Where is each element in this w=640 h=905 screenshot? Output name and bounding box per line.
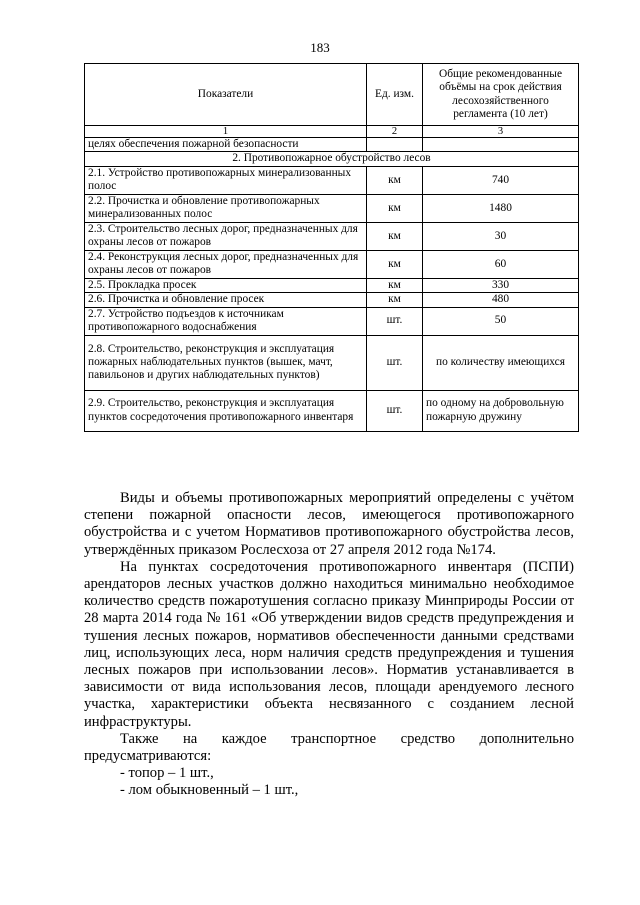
row-unit: шт.: [367, 307, 423, 335]
continuation-text: целях обеспечения пожарной безопасности: [85, 138, 367, 152]
section-title: 2. Противопожарное обустройство лесов: [85, 152, 579, 166]
list-item: - топор – 1 шт.,: [120, 765, 214, 782]
row-name: 2.6. Прочистка и обновление просек: [85, 293, 367, 307]
table-header-row: [85, 64, 579, 126]
row-value: 740: [423, 166, 579, 194]
table-row: [85, 194, 579, 222]
column-number: 2: [367, 126, 423, 138]
row-unit: км: [367, 194, 423, 222]
column-number-row: [85, 126, 579, 138]
paragraph: Виды и объемы противопожарных мероприятий определены с учётом степени пожарной опасности лесов, имеющегося противопожарного обустройства и с учетом Нормативов противопожарного обустройства лесов, утверждённых приказом Рослесхоза от 27 апреля 2012 года №174.: [84, 490, 574, 558]
row-value: 60: [423, 250, 579, 278]
list-item: - лом обыкновенный – 1 шт.,: [120, 782, 299, 799]
body-text: [84, 490, 574, 800]
row-name: 2.8. Строительство, реконструкция и эксплуатация пожарных наблюдательных пунктов (вышек, мачт, павильонов и других наблюдательных пунктов): [85, 335, 367, 390]
table-row: [85, 390, 579, 431]
table-row: [85, 166, 579, 194]
column-number: 3: [423, 126, 579, 138]
table-row: [85, 293, 579, 307]
row-unit: км: [367, 166, 423, 194]
row-value: 480: [423, 293, 579, 307]
fire-protection-table: [84, 63, 579, 432]
row-unit: км: [367, 278, 423, 292]
table-row: [85, 307, 579, 335]
table-row: [85, 250, 579, 278]
paragraph: Также на каждое транспортное средство дополнительно предусматриваются:: [84, 730, 574, 765]
row-unit: км: [367, 222, 423, 250]
table-row: [85, 222, 579, 250]
row-unit: шт.: [367, 335, 423, 390]
row-name: 2.5. Прокладка просек: [85, 278, 367, 292]
row-name: 2.9. Строительство, реконструкция и эксплуатация пунктов сосредоточения противопожарного инвентаря: [85, 390, 367, 431]
continuation-row: [85, 138, 579, 152]
row-name: 2.4. Реконструкция лесных дорог, предназначенных для охраны лесов от пожаров: [85, 250, 367, 278]
header-volume: Общие рекомендованные объёмы на срок действия лесохозяйственного регламента (10 лет): [423, 64, 579, 126]
table-row: [85, 278, 579, 292]
row-value: 50: [423, 307, 579, 335]
row-unit: км: [367, 293, 423, 307]
row-name: 2.7. Устройство подъездов к источникам противопожарного водоснабжения: [85, 307, 367, 335]
section-title-row: [85, 152, 579, 166]
row-name: 2.3. Строительство лесных дорог, предназначенных для охраны лесов от пожаров: [85, 222, 367, 250]
row-name: 2.1. Устройство противопожарных минерализованных полос: [85, 166, 367, 194]
header-indicators: Показатели: [85, 64, 367, 126]
table-row: [85, 335, 579, 390]
header-unit: Ед. изм.: [367, 64, 423, 126]
row-value: 1480: [423, 194, 579, 222]
row-value: 330: [423, 278, 579, 292]
column-number: 1: [85, 126, 367, 138]
row-unit: шт.: [367, 390, 423, 431]
row-unit: км: [367, 250, 423, 278]
row-name: 2.2. Прочистка и обновление противопожарных минерализованных полос: [85, 194, 367, 222]
row-value: по одному на добровольную пожарную дружину: [423, 390, 579, 431]
row-value: по количеству имеющихся: [423, 335, 579, 390]
page-number: 183: [310, 40, 330, 55]
paragraph: На пунктах сосредоточения противопожарного инвентаря (ПСПИ) арендаторов лесных участков должно находиться минимально необходимое количество средств пожаротушения согласно приказу Минприроды России от 28 марта 2014 года № 161 «Об утверждении видов средств предупреждения и тушения лесных пожаров, нормативов обеспеченности данными средствами лиц, использующих леса, норм наличия средств предупреждения и тушения лесных пожаров при использовании лесов». Норматив устанавливается в зависимости от вида использования лесов, площади арендуемого лесного участка, характеристики объекта несвязанного с созданием лесной инфраструктуры.: [84, 558, 574, 730]
row-value: 30: [423, 222, 579, 250]
